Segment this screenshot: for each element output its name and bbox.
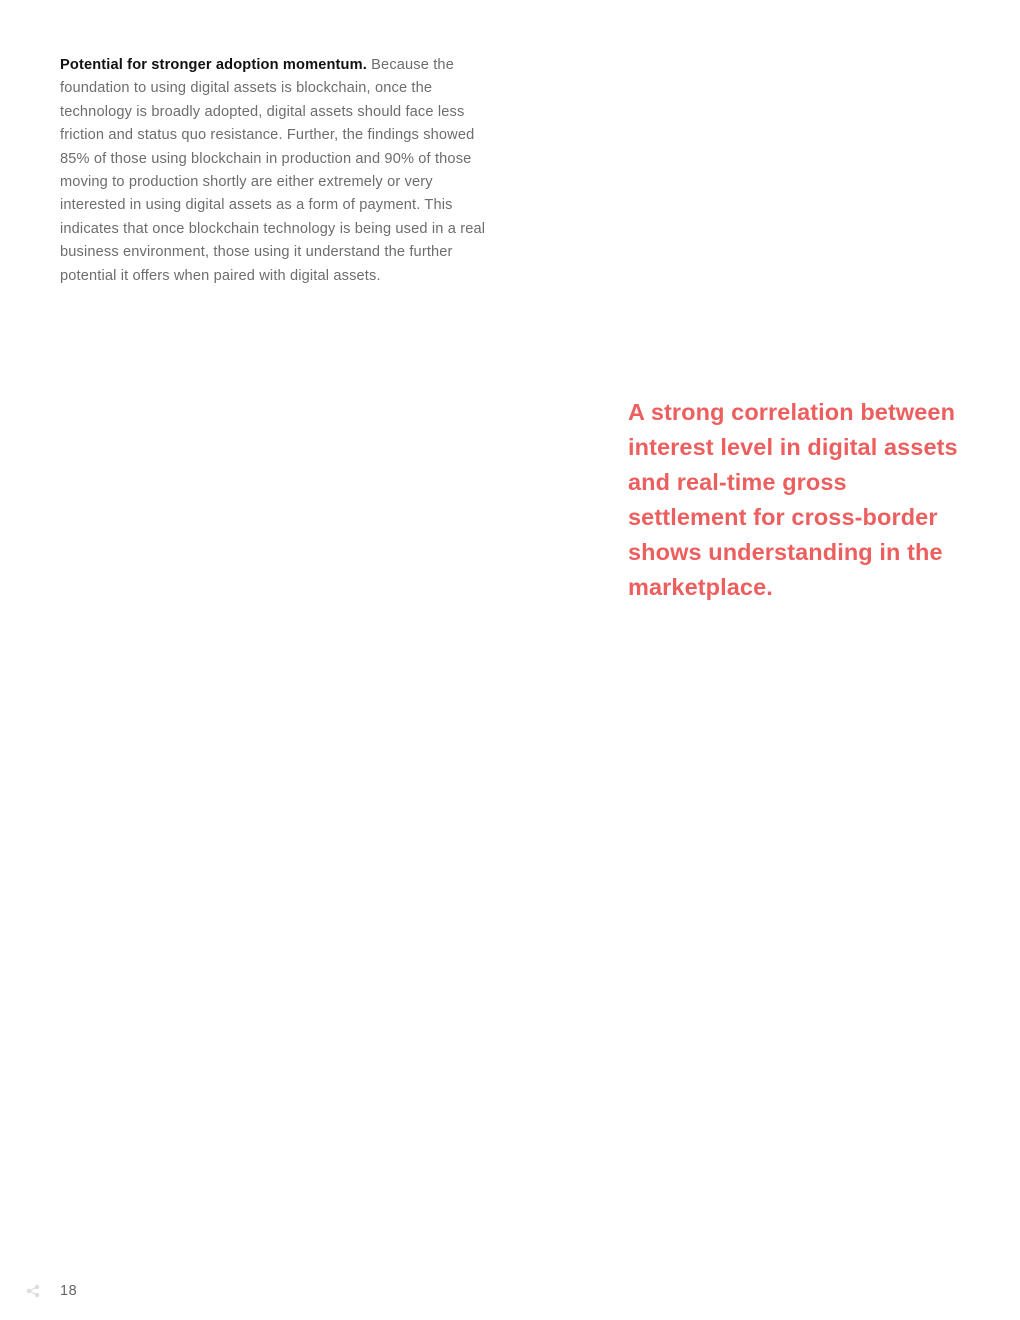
paragraph-lead: Potential for stronger adoption momentum. [60,57,367,73]
page-footer [26,1280,77,1302]
share-icon[interactable] [26,1284,40,1298]
paragraph-text: Because the foundation to using digital assets is blockchain, once the technology is broadly adopted, digital assets should face less friction and status quo resistance. Further, the findings showed 85% of those using blockchain in production and 90% of those moving to production shortly are either extremely or very interested in using digital assets as a form of payment. This indicates that once blockchain technology is being used in a real business environment, those using it understand the further potential it offers when paired with digital assets. [60,57,486,284]
body-paragraph [60,54,488,288]
page-number: 18 [60,1283,78,1299]
pull-quote: A strong correlation between interest level in digital assets and real-time gross settlement for cross-border shows understanding in the marketplace. [628,399,958,600]
